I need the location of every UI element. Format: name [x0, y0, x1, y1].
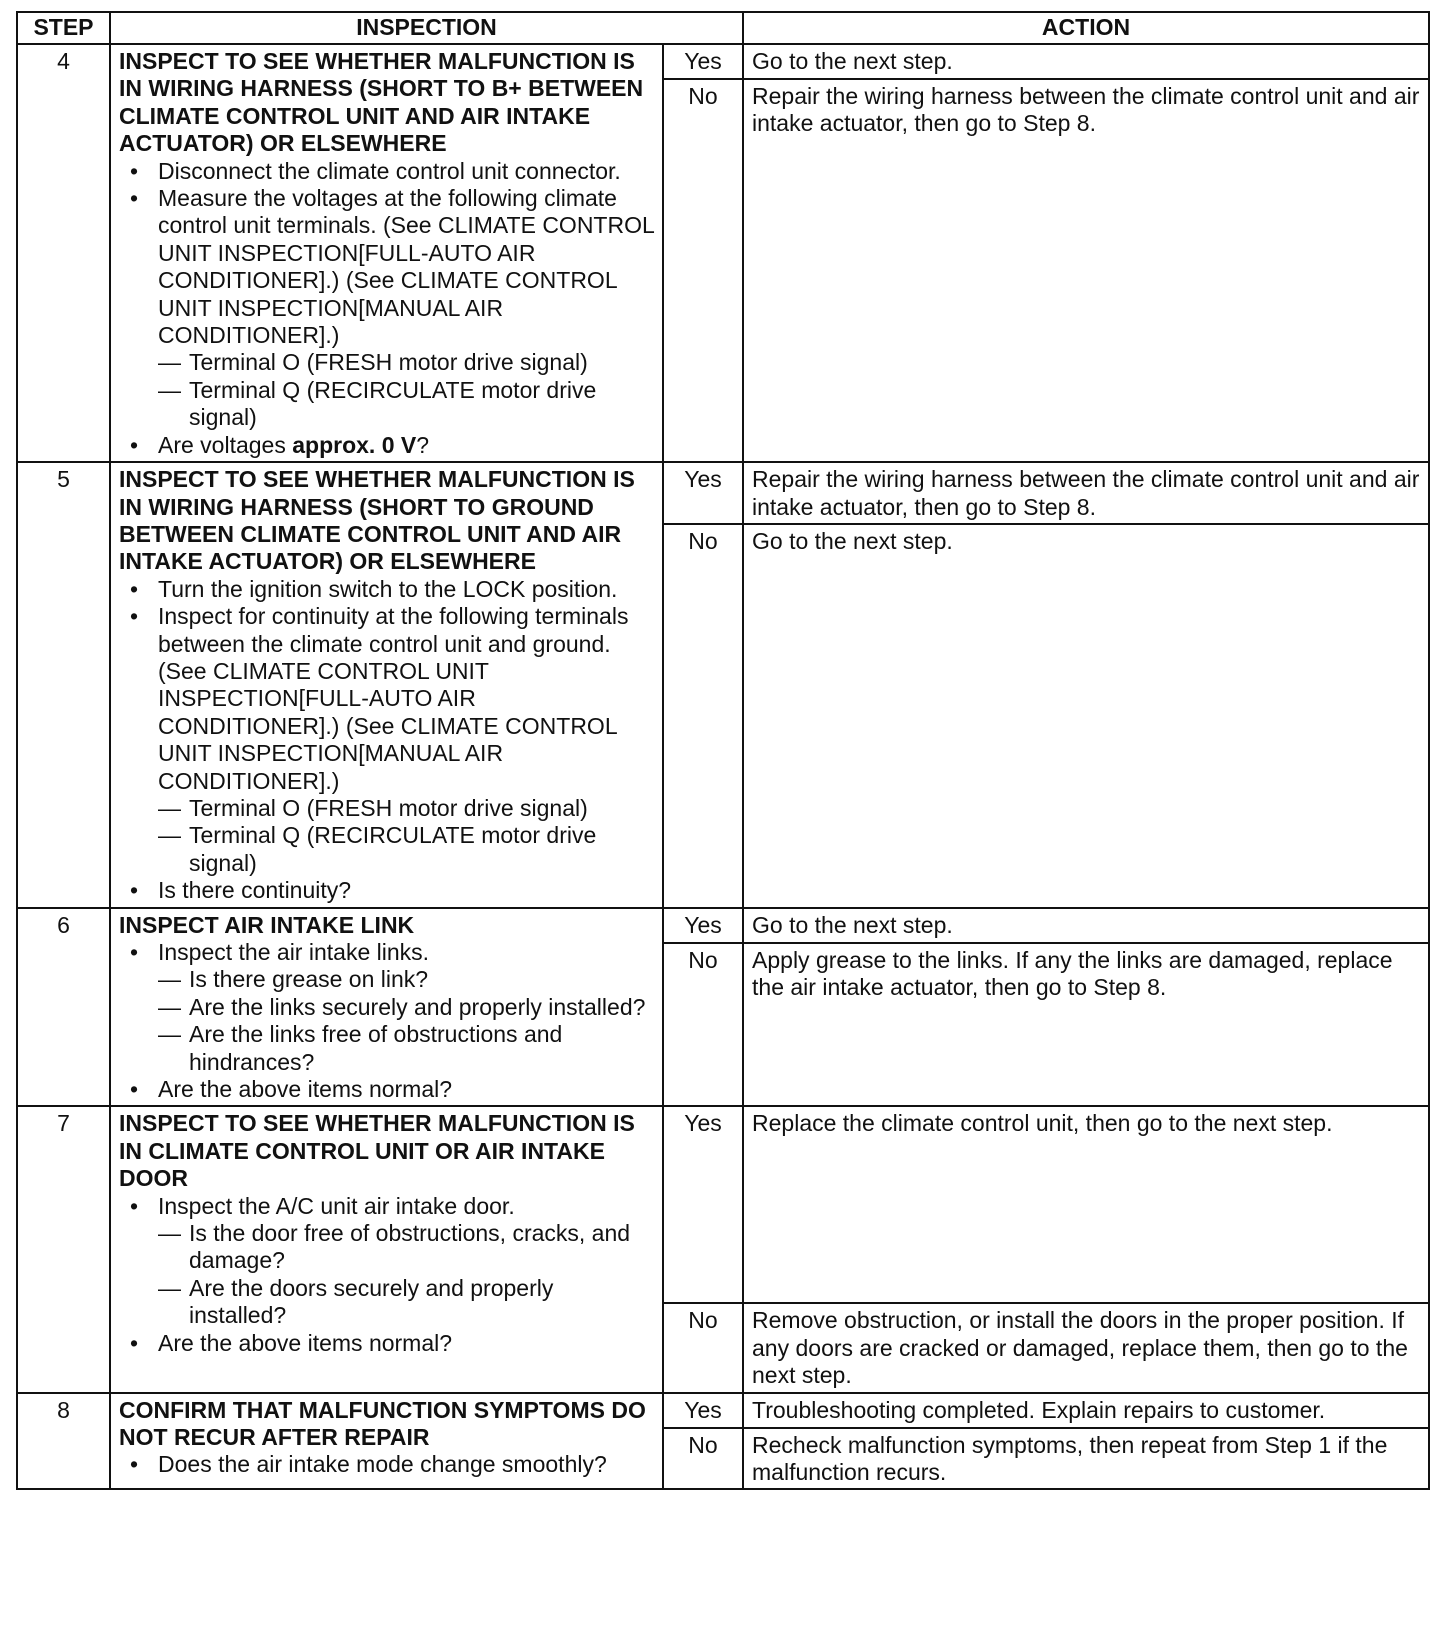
yes-action: Repair the wiring harness between the climate control unit and air intake actuator, then go to Step 8.: [743, 462, 1429, 524]
inspection-cell: [110, 44, 663, 462]
header-action: ACTION: [743, 12, 1429, 44]
dash-item: — Is the door free of obstructions, cracks, and damage?: [158, 1220, 631, 1274]
dash-item: — Terminal O (FRESH motor drive signal): [158, 794, 588, 821]
step-title: INSPECT TO SEE WHETHER MALFUNCTION IS IN WIRING HARNESS (SHORT TO B+ BETWEEN CLIMATE CONTROL UNIT AND AIR INTAKE ACTUATOR) OR ELSEWHERE: [119, 48, 644, 157]
yes-action: Go to the next step.: [743, 44, 1429, 79]
bullet-item: • Inspect the A/C unit air intake door.: [119, 1193, 656, 1220]
step-title: INSPECT TO SEE WHETHER MALFUNCTION IS IN CLIMATE CONTROL UNIT OR AIR INTAKE DOOR: [119, 1110, 635, 1192]
yes-label: Yes: [663, 462, 743, 524]
bullet-item: • Measure the voltages at the following climate control unit terminals. (See CLIMATE CONTROL UNIT INSPECTION[FULL-AUTO AIR CONDITIONER].) (See CLIMATE CONTROL UNIT INSPECTION[MANUAL AIR CONDITIONER].): [119, 185, 656, 349]
table-row: [17, 908, 1429, 943]
bullet-item: • Disconnect the climate control unit connector.: [119, 158, 656, 185]
question-item: • Is there continuity?: [119, 877, 656, 904]
yes-label: Yes: [663, 1106, 743, 1303]
inspection-cell: [110, 1106, 663, 1392]
inspection-cell: [110, 1393, 663, 1490]
dash-item: — Terminal Q (RECIRCULATE motor drive signal): [158, 376, 597, 431]
table-row: [17, 462, 1429, 524]
no-label: No: [663, 943, 743, 1107]
troubleshooting-table: [16, 11, 1430, 1490]
step-number: 5: [17, 462, 110, 908]
yes-action: Troubleshooting completed. Explain repairs to customer.: [743, 1393, 1429, 1428]
question-item: • Are the above items normal?: [119, 1330, 656, 1357]
no-action: Apply grease to the links. If any the links are damaged, replace the air intake actuator, then go to Step 8.: [743, 943, 1429, 1107]
no-action: Remove obstruction, or install the doors in the proper position. If any doors are cracked or damaged, replace them, then go to the next step.: [743, 1303, 1429, 1392]
dash-item: — Are the doors securely and properly installed?: [158, 1274, 554, 1329]
no-action: Repair the wiring harness between the climate control unit and air intake actuator, then go to Step 8.: [743, 79, 1429, 462]
inspection-cell: [110, 908, 663, 1107]
header-inspection: INSPECTION: [110, 12, 743, 44]
step-title: INSPECT TO SEE WHETHER MALFUNCTION IS IN WIRING HARNESS (SHORT TO GROUND BETWEEN CLIMATE CONTROL UNIT AND AIR INTAKE ACTUATOR) OR ELSEWHERE: [119, 466, 635, 575]
yes-action: Go to the next step.: [743, 908, 1429, 943]
no-label: No: [663, 524, 743, 908]
bullet-item: • Turn the ignition switch to the LOCK position.: [119, 576, 656, 603]
table-row: [17, 1393, 1429, 1428]
step-number: 7: [17, 1106, 110, 1392]
dash-item: — Are the links securely and properly installed?: [158, 993, 646, 1020]
dash-item: — Terminal O (FRESH motor drive signal): [158, 349, 588, 376]
step-number: 8: [17, 1393, 110, 1490]
header-step: STEP: [17, 12, 110, 44]
no-label: No: [663, 1428, 743, 1490]
bullet-item: • Inspect the air intake links.: [119, 939, 656, 966]
table-row: [17, 44, 1429, 79]
table-row: [17, 1106, 1429, 1303]
no-label: No: [663, 79, 743, 462]
step-title: CONFIRM THAT MALFUNCTION SYMPTOMS DO NOT RECUR AFTER REPAIR: [119, 1396, 646, 1451]
bullet-item: • Inspect for continuity at the following terminals between the climate control unit and ground. (See CLIMATE CONTROL UNIT INSPECTION[FULL-AUTO AIR CONDITIONER].) (See CLIMATE CONTROL UNIT INSPECTION[MANUAL AIR CONDITIONER].): [119, 603, 656, 795]
step-number: 6: [17, 908, 110, 1107]
step-title: INSPECT AIR INTAKE LINK: [119, 911, 415, 938]
yes-label: Yes: [663, 1393, 743, 1428]
yes-action: Replace the climate control unit, then go to the next step.: [743, 1106, 1429, 1303]
question-item: • Are voltages approx. 0 V?: [119, 432, 656, 459]
dash-item: — Terminal Q (RECIRCULATE motor drive signal): [158, 822, 597, 876]
step-number: 4: [17, 44, 110, 462]
no-action: Recheck malfunction symptoms, then repeat from Step 1 if the malfunction recurs.: [743, 1428, 1429, 1490]
question-item: • Are the above items normal?: [119, 1076, 656, 1103]
no-label: No: [663, 1303, 743, 1392]
dash-item: — Is there grease on link?: [158, 966, 429, 993]
question-item: • Does the air intake mode change smoothly?: [119, 1451, 656, 1478]
inspection-cell: [110, 462, 663, 908]
yes-label: Yes: [663, 44, 743, 79]
no-action: Go to the next step.: [743, 524, 1429, 908]
yes-label: Yes: [663, 908, 743, 943]
header-row: [17, 12, 1429, 44]
dash-item: — Are the links free of obstructions and hindrances?: [158, 1021, 563, 1075]
